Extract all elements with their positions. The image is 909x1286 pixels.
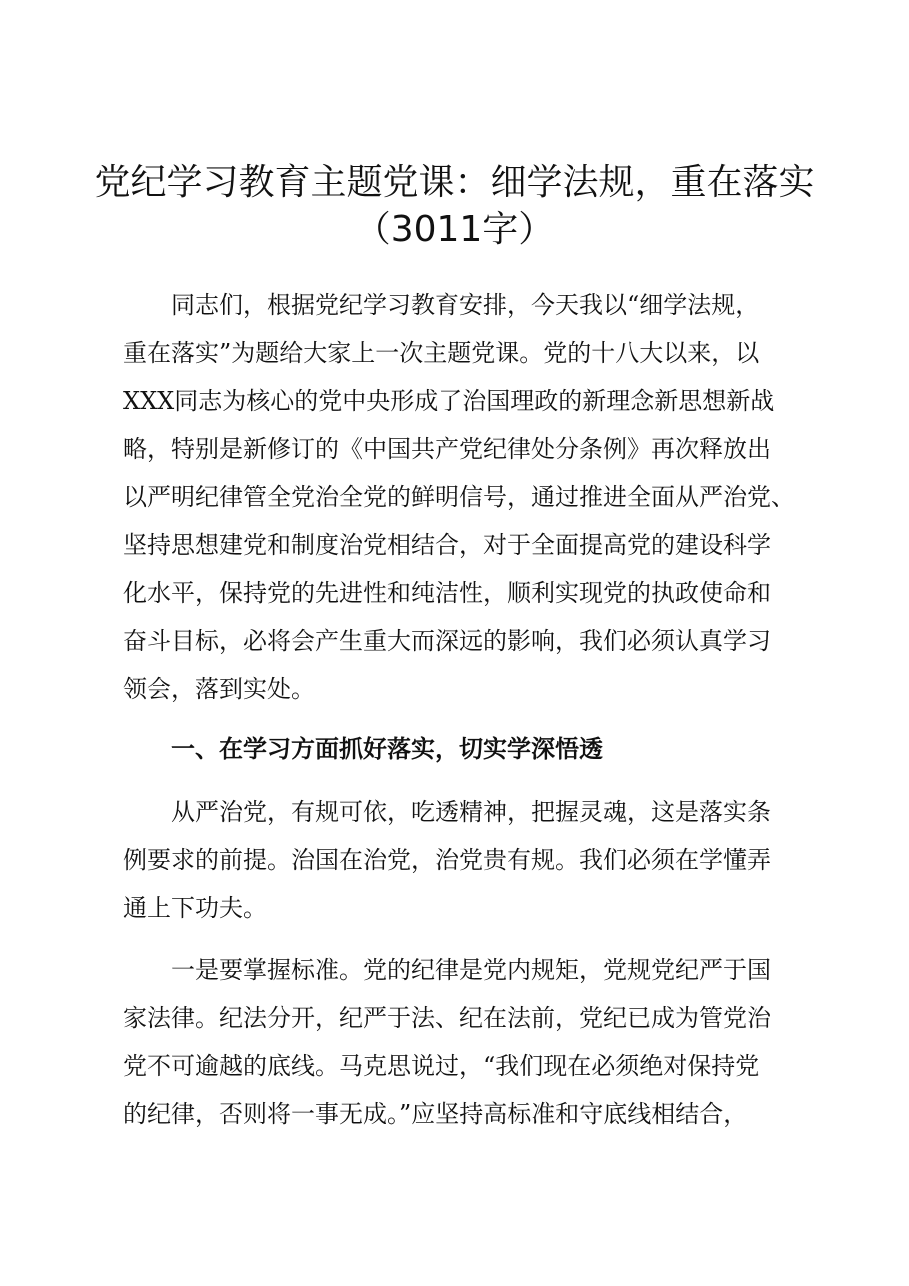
section-heading: 一、在学习方面抓好落实，切实学深悟透 [171, 735, 603, 763]
intro-line: XXX同志为核心的党中央形成了治国理政的新理念新思想新战 [123, 387, 775, 415]
paragraph-line: 党不可逾越的底线。马克思说过，“我们现在必须绝对保持党 [123, 1052, 760, 1080]
paragraph-line: 的纪律，否则将一事无成。”应坚持高标准和守底线相结合， [123, 1100, 748, 1128]
intro-line: 重在落实”为题给大家上一次主题党课。党的十八大以来，以 [123, 339, 760, 367]
intro-line: 领会，落到实处。 [123, 675, 315, 703]
paragraph-line: 通上下功夫。 [123, 894, 267, 922]
intro-line: 略，特别是新修订的《中国共产党纪律处分条例》再次释放出 [123, 435, 771, 463]
paragraph-line: 例要求的前提。治国在治党，治党贵有规。我们必须在学懂弄 [123, 846, 771, 874]
intro-line: 坚持思想建党和制度治党相结合，对于全面提高党的建设科学 [123, 531, 771, 559]
intro-line: 同志们，根据党纪学习教育安排，今天我以“细学法规， [171, 291, 760, 319]
paragraph-line: 一是要掌握标准。党的纪律是党内规矩，党规党纪严于国 [171, 956, 771, 984]
intro-line: 奋斗目标，必将会产生重大而深远的影响，我们必须认真学习 [123, 627, 771, 655]
paragraph-line: 从严治党，有规可依，吃透精神，把握灵魂，这是落实条 [171, 798, 771, 826]
intro-line: 化水平，保持党的先进性和纯洁性，顺利实现党的执政使命和 [123, 579, 771, 607]
intro-line: 以严明纪律管全党治全党的鲜明信号，通过推进全面从严治党、 [123, 483, 795, 511]
page-title-word-count: （3011字） [354, 209, 555, 250]
paragraph-line: 家法律。纪法分开，纪严于法、纪在法前，党纪已成为管党治 [123, 1004, 771, 1032]
page-title: 党纪学习教育主题党课：细学法规，重在落实 [94, 162, 815, 203]
